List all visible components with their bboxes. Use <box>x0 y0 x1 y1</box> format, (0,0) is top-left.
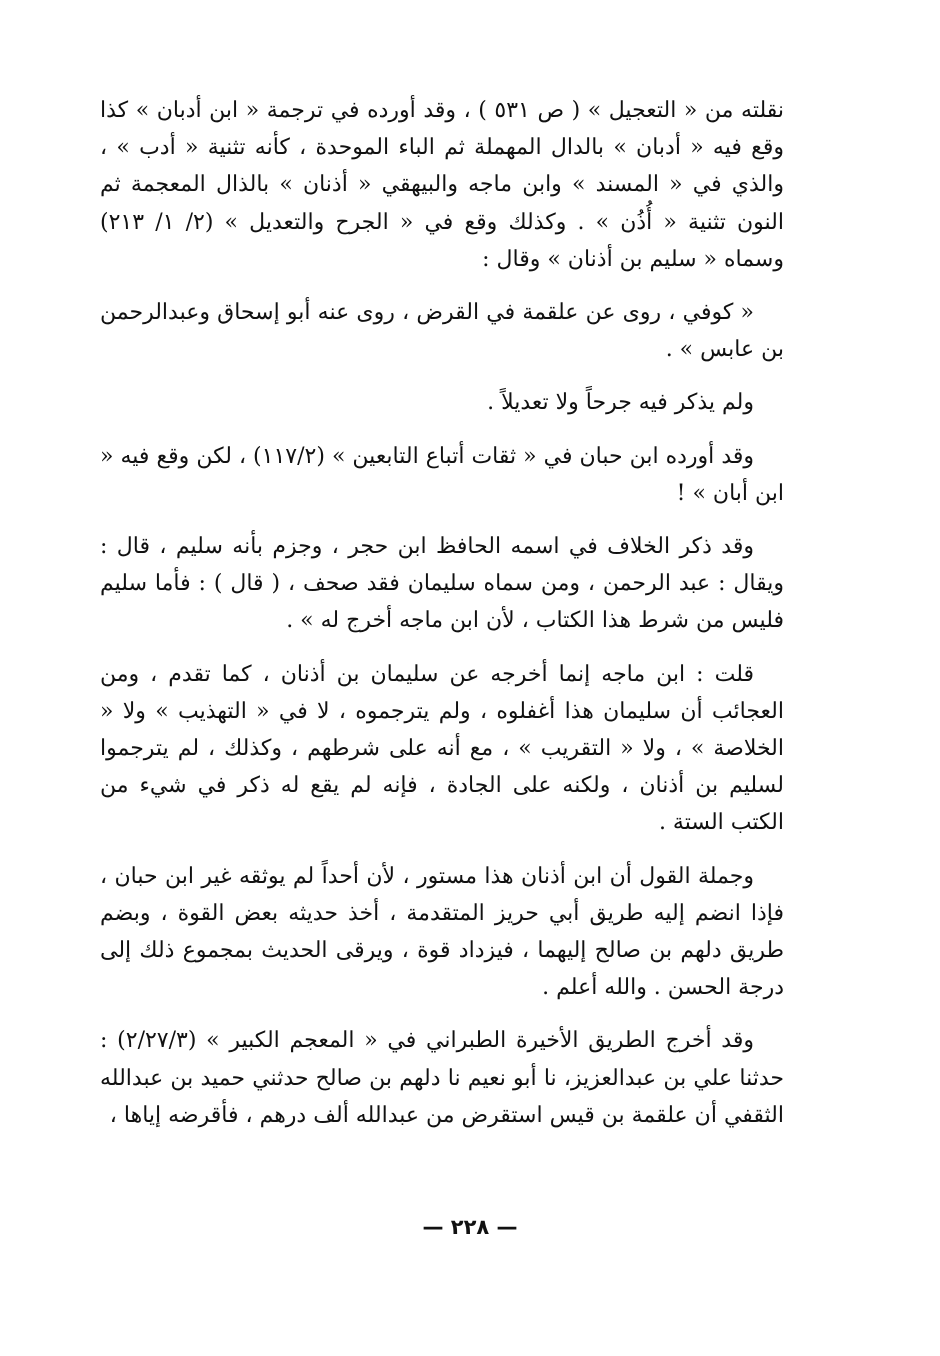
paragraph-2-quote: « كوفي ، روى عن علقمة في القرض ، روى عنه أبو إسحاق وعبدالرحمن بن عابس » . <box>100 300 784 363</box>
paragraph-4: وقد أورده ابن حبان في « ثقات أتباع التابعين » (١١٧/٢) ، لكن وقع فيه « ابن أبان » ! <box>100 443 784 506</box>
page-number: — ٢٢٨ — <box>422 1215 518 1239</box>
paragraph-6: قلت : ابن ماجه إنما أخرجه عن سليمان بن أذنان ، كما تقدم ، ومن العجائب أن سليمان هذا أغفلوه ، ولم يترجموه ، لا في « التهذيب » ولا « الخلاصة » ، ولا « التقريب » ، مع أنه على شرطهم ، وكذلك ، لم يترجموا لسليم بن أذنان ، ولكنه على الجادة ، فإنه لم يقع له ذكر في شيء من الكتب الستة . <box>100 661 784 836</box>
paragraph-1: نقلته من « التعجيل » ( ص ٥٣١ ) ، وقد أورده في ترجمة « ابن أدبان » كذا وقع فيه « أدبان » بالدال المهملة ثم الباء الموحدة ، كأنه تثنية « أدب » ، والذي في « المسند » وابن ماجه والبيهقي « أذنان » بالذال المعجمة ثم النون تثنية « أُذُن » . وكذلك وقع في « الجرح والتعديل » (٢/ ١/ ٢١٣) وسماه « سليم بن أذنان » وقال : <box>100 98 784 272</box>
paragraph-7: وجملة القول أن ابن أذنان هذا مستور ، لأن أحداً لم يوثقه غير ابن حبان ، فإذا انضم إليه طريق أبي حريز المتقدمة ، أخذ حديثه بعض القوة ، وبضم طريق دلهم بن صالح إليهما ، فيزداد قوة ، ويرقى الحديث بمجموع ذلك إلى درجة الحسن . والله أعلم . <box>100 863 784 1001</box>
paragraph-8: وقد أخرج الطريق الأخيرة الطبراني في « المعجم الكبير » (٢/٢٧/٣) : حدثنا علي بن عبدالعزيز، نا أبو نعيم نا دلهم بن صالح حدثني حميد بن عبدالله الثقفي أن علقمة بن قيس استقرض من عبدالله ألف درهم ، فأقرضه إياها ، <box>100 1028 784 1128</box>
paragraph-5: وقد ذكر الخلاف في اسمه الحافظ ابن حجر ، وجزم بأنه سليم ، قال : ويقال : عبد الرحمن ، ومن سماه سليمان فقد صحف ، ( قال ) : فأما سليم فليس من شرط هذا الكتاب ، لأن ابن ماجه أخرج له » . <box>100 534 784 634</box>
paragraph-3: ولم يذكر فيه جرحاً ولا تعديلاً . <box>487 390 754 416</box>
page-body <box>100 92 784 1150</box>
